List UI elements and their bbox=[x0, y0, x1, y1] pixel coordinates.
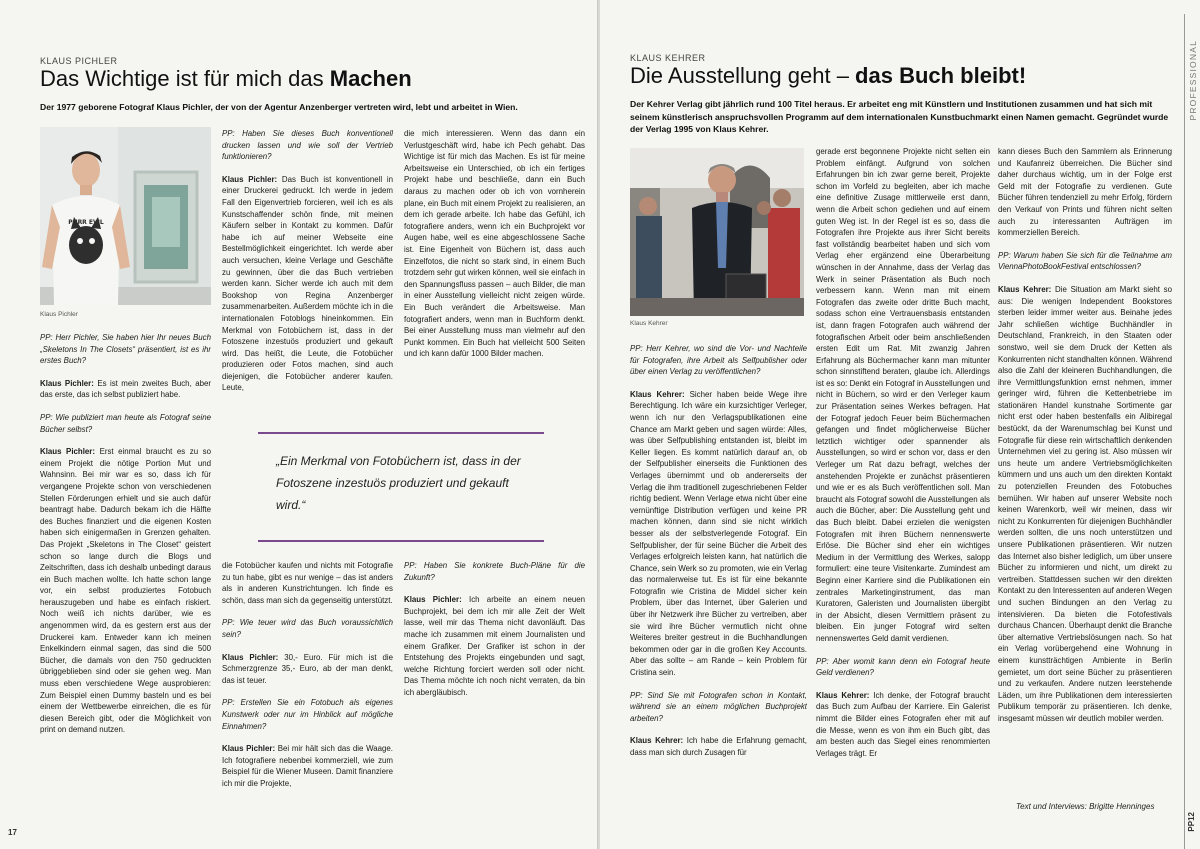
paragraph-text: PP: Erstellen Sie ein Fotobuch als eigenes Kunstwerk oder nur im Hinblick auf mögliche Einnahmen? bbox=[222, 698, 393, 731]
paragraph-text: Es ist mein zweites Buch, aber das erste, das ich selbst publiziert habe. bbox=[40, 378, 211, 400]
interview-answer bbox=[40, 378, 211, 401]
speaker-name: Klaus Pichler: bbox=[222, 174, 278, 184]
left-column-2-top bbox=[222, 128, 393, 406]
paragraph-text: PP: Sind Sie mit Fotografen schon in Kontakt, während sie an einem möglichen Buchprojekt arbeiten? bbox=[630, 690, 807, 723]
right-folio: PP12 bbox=[1187, 812, 1196, 832]
left-photo-caption: Klaus Pichler bbox=[40, 311, 78, 318]
speaker-name: Klaus Pichler: bbox=[40, 447, 95, 457]
left-headline bbox=[40, 66, 412, 92]
shirt-print: PURR EVIL bbox=[68, 219, 104, 226]
paragraph-text: PP: Wie teuer wird das Buch voraussichtlich sein? bbox=[222, 618, 393, 639]
left-column-3-top bbox=[404, 128, 585, 406]
interview-question bbox=[998, 250, 1172, 273]
interview-answer bbox=[222, 560, 393, 606]
interview-question bbox=[40, 412, 211, 435]
right-headline-bold: das Buch bleibt! bbox=[855, 63, 1027, 88]
interview-answer bbox=[998, 146, 1172, 239]
paragraph-text: Das Buch ist konventionell in einer Druckerei gedruckt. Ich werde in jedem Fall den Eigenvertrieb forcieren, weil ich es als Kunstschaffender schön finde, mit meinen Käufern selber in Kontakt zu kommen. Dafür habe ich auf meiner Webseite eine Bestellmöglichkeit eingerichtet. Ich werde aber auch versuchen, kleine Verlage und Geschäfte zu gewinnen, über die das Buch vertrieben werden kann. Sicher werde ich auch mit dem Bookshop von Regina Anzenberger zusammenarbeiten. Außerdem möchte ich in die internationalen Fotoblogs hineinkommen. Ein Merkmal von Fotobüchern ist, dass in der Fotoszene inzestuös produziert und gekauft wird. Das heißt, die Leute, die Fotobücher produzieren oder Fotos machen, sind auch diejenigen, die Fotobücher anderer kaufen. Leute, bbox=[222, 174, 393, 393]
speaker-name: Klaus Kehrer: bbox=[630, 389, 685, 399]
pullquote-rule-bottom bbox=[258, 540, 544, 542]
author-credit: Text und Interviews: Brigitte Henninges bbox=[1016, 802, 1155, 811]
interview-question bbox=[40, 332, 211, 367]
pullquote-rule-top bbox=[258, 432, 544, 434]
interview-answer bbox=[630, 389, 807, 679]
paragraph-text: Ich habe die Erfahrung gemacht, dass man sich durch Zusagen für bbox=[630, 736, 807, 757]
left-column-3-bottom bbox=[404, 560, 585, 820]
speaker-name: Klaus Kehrer: bbox=[630, 736, 684, 746]
paragraph-text: PP: Warum haben Sie sich für die Teilnahme am ViennaPhotoBookFestival entschlossen? bbox=[998, 250, 1172, 272]
right-column-1 bbox=[630, 343, 807, 813]
paragraph-text: Erst einmal braucht es zu so einem Projekt die nötige Portion Mut und Wahnsinn. Bei mir war es so, dass ich für vergangene Projekte schon von verschiedenen Stellen Förderungen erhielt und sie auch dafür beantragt habe. Dadurch bekam ich die Hälfte des Buches finanziert und die eigenen Kosten haben sich einigermaßen in Grenzen gehalten. Das Projekt „Skeletons in The Closet“ geistert schon so lange durch die Blogs und Zeitschriften, dass ich deshalb unbedingt daraus ein Buch machen wollte. Ich hatte schon lange vor, ein selbst produziertes Fotobuch herauszugeben und habe es einfach riskiert. Noch weiß ich nichts darüber, wie es angenommen wird, da es gestern erst aus der Druckerei kam. Entweder kann ich meinen Enkelkindern einmal sagen, das sind die 500 Bücher, die damals von den 750 gedruckten übriggeblieben sind oder sie gehen weg. Man muss eben verschiedene Wege ausprobieren: Zum Beispiel einen Dummy basteln und es bei einem der Wettbewerbe einreichen, die es für diesen Bereich gibt, oder die Möglichkeit von print on demand nutzen. bbox=[40, 447, 211, 735]
speaker-name: Klaus Pichler: bbox=[222, 744, 276, 754]
right-page bbox=[600, 0, 1200, 849]
paragraph-text: PP: Haben Sie dieses Buch konventionell drucken lassen und wie soll der Vertrieb funktionieren? bbox=[222, 129, 393, 162]
interview-question bbox=[222, 697, 393, 732]
sidebar-rule bbox=[1184, 14, 1185, 849]
interview-answer bbox=[404, 594, 585, 698]
paragraph-text: die Fotobücher kaufen und nichts mit Fotografie zu tun habe, gibt es nur wenige – das ist anders als in anderen Kunstrichtungen. Ich finde es schön, dass man sich da gegenseitig unterstützt. bbox=[222, 561, 393, 605]
interview-answer bbox=[222, 174, 393, 394]
interview-answer bbox=[816, 690, 990, 760]
paragraph-text: kann dieses Buch den Sammlern als Erinnerung und Kaufanreiz überreichen. Die Bücher sind daher durchaus wichtig, um in der Folge erst Geld mit der Fotografie zu verdienen. Gute Bücher führen tendenziell zu mehr Erfolg, fördern den Verkauf von Prints und führen nicht selten auch zu interessanten Aufträgen im kommerziellen Bereich. bbox=[998, 147, 1172, 238]
paragraph-text: Sicher haben beide Wege ihre Berechtigung. Ich wäre ein kurzsichtiger Verleger, wenn ich nur den Verlagspublikationen eine Chance am Markt geben und sagen würde: Alles, was über Selfpublishing entstanden ist, bleibt im Keller liegen. Es kommt natürlich darauf an, ob der Selfpublisher einerseits die Funktionen des Verlages übernimmt und ob andererseits der Verlag die ihm traditionell zugeschriebenen Felder richtig bedient. Wenn Verlage etwa nicht über eine vernünftige Distribution verfügen und keine PR machen können, dann sind sie nicht wirklich besser als der selbstverlegende Fotograf. Ein Selfpublisher, der für seine Bücher die Arbeit des Verlages erfolgreich leisten kann, hat natürlich die Chance, sein Werk so zu promoten, wie ein Verlag das normalerweise tut. Es ist für eine bekannte Fotografin wie Cristina de Middel sicher kein Problem, über das Internet, über Galerien und über ihr Netzwerk ihre Bücher zu vertreiben, aber sie wird ihre Bücher vermutlich nicht ohne Weiteres breiter gestreut in die Buchhandlungen bekommen oder gar in die großen Key Accounts. Aber das sollte – am Rande – kein Problem für Cristina sein. bbox=[630, 389, 807, 678]
paragraph-text: PP: Wie publiziert man heute als Fotograf seine Bücher selbst? bbox=[40, 412, 211, 434]
pichler-photo bbox=[40, 127, 211, 305]
right-lead: Der Kehrer Verlag gibt jährlich rund 100 Titel heraus. Er arbeitet eng mit Künstlern und Institutionen zusammen und hat sich mit seinem künstlerisch anspruchsvollen Programm auf dem internationalen Kunstbuchmarkt einen Namen gemacht. Gegründet wurde der Verlag 1995 von Klaus Kehrer. bbox=[630, 99, 1169, 134]
interview-answer bbox=[998, 284, 1172, 725]
paragraph-text: Bei mir hält sich das die Waage. Ich fotografiere nebenbei kommerziell, wie zum Beispiel für die Wiener Museen. Damit finanziere ich mir die Projekte, bbox=[222, 744, 393, 788]
right-headline-normal: Die Ausstellung geht – bbox=[630, 63, 856, 88]
interview-answer bbox=[816, 146, 990, 645]
right-column-2 bbox=[816, 146, 990, 818]
paragraph-text: PP: Aber womit kann denn ein Fotograf heute Geld verdienen? bbox=[816, 656, 990, 678]
interview-question bbox=[630, 343, 807, 378]
right-column-3 bbox=[998, 146, 1172, 796]
paragraph-text: PP: Herr Kehrer, wo sind die Vor- und Nachteile für Fotografen, ihre Arbeit als Selfpublisher oder über einen Verlag zu veröffentlichen? bbox=[630, 344, 807, 377]
left-headline-bold: Machen bbox=[329, 66, 412, 91]
paragraph-text: die mich interessieren. Wenn das dann ein Verlustgeschäft wird, habe ich Pech gehabt. Das Wichtige ist für mich das Machen. Es ist für meine Arbeitsweise ein Unterschied, ob ich ein fertiges Projekt habe und beschließe, dann ein Buch daraus zu machen oder ob ich von vornherein plane, ein Buch mit einem Projekt zu realisieren, an dem ich gerade arbeite. Ich habe das Gefühl, ich fotografiere anders, wenn ich ein Buchprojekt vor Augen habe, weil es eine abgeschlossene Sache ist. Eine Eigenheit von Büchern ist, dass auch Einzelfotos, die nicht so stark sind, in einem Buch trotzdem sehr gut wirken können, weil sie einfach in den Spannungsfluss passen – auch Bilder, die man in einer Ausstellung vielleicht nicht zeigen würde. Ein Buch verändert die Arbeitsweise. Man fotografiert anders, wenn man in Buchform denkt. Bei einer Ausstellung muss man vielmehr auf den Punkt kommen. Ein Buch hat vielleicht 500 Seiten und ich kann dafür 1000 Bilder machen. bbox=[404, 129, 585, 359]
left-column-2-bottom bbox=[222, 560, 393, 820]
paragraph-text: Ich arbeite an einem neuen Buchprojekt, bei dem ich mir alle Zeit der Welt lasse, weil mir das Thema nicht davonläuft. Das mache ich zusammen mit einem Journalisten und einem Grafiker. Der Grafiker ist schon in der Entstehung des Projekts eingebunden und sagt, welche Richtung forciert werden soll oder nicht. Das Thema möchte ich noch nicht verraten, da bin ich abergläubisch. bbox=[404, 595, 585, 697]
speaker-name: Klaus Kehrer: bbox=[998, 284, 1052, 294]
paragraph-text: Die Situation am Markt sieht so aus: Die wenigen Independent Bookstores sterben leider immer weiter aus. Beinahe jedes Jahr schließen wichtige Buchhändler in Deutschland, Frankreich, in den Staaten oder sonstwo, weil sie dem Druck der Ketten als Konkurrenten nicht standhalten können. Während also die Zahl der kleineren Buchhandlungen, die ihre Vermittlungsfunktion ernst nehmen, immer geringer wird, führen die Kettenbetriebe im stationären Handel kunstnahe Sortimente gar nicht erst oder haben bestenfalls ein Alibiregal bestückt, da der Warenumschlag bei Kunst und Fotografie für diese rein wirtschaftlich denkenden Unternehmen viel zu gering ist. Also müssen wir uns heute um andere Vertriebsmöglichkeiten kümmern und uns auch um den direkten Kontakt zu potenziellen Freunden des Fotobuches bemühen. Wir haben auf unserer Website noch keinen Warenkorb, weil wir meinen, dass wir nicht zu Konkurrenten für diejenigen Buchhändler werden sollten, die uns noch unterstützen und unsere Publikationen präsentieren. Wir nutzen das Internet also bisher lediglich, um über unsere Bücher zu informieren und nicht, um direkt zu vertreiben. Stattdessen suchen wir den direkten Kontakt zu den Interessenten auf anderen Wegen und suchen Bindungen an den Verlag zu intensivieren. Da bieten die Fotofestivals durchaus Chancen. Überhaupt denkt die Branche über alternative Vertriebslösungen nach. So hat ein Verlag vorübergehend eine Wohnung in einem kunstträchtigen Ambiente in Berlin gemietet, um dort seine Bücher zu präsentieren und zu verkaufen. Andere nutzen leerstehende Läden, um ihre Publikationen dem interessierten Publikum temporär zu präsentieren. Ich denke, insgesamt müssen wir deutlich mobiler werden. bbox=[998, 284, 1172, 723]
pullquote: „Ein Merkmal von Fotobüchern ist, dass in der Fotoszene inzestuös produziert und gekauft wird.“ bbox=[276, 454, 521, 512]
interview-question bbox=[630, 690, 807, 725]
interview-answer bbox=[222, 743, 393, 789]
speaker-name: Klaus Pichler: bbox=[40, 378, 94, 388]
interview-answer bbox=[404, 128, 585, 360]
section-label: PROFESSIONAL bbox=[1188, 40, 1198, 121]
paragraph-text: gerade erst begonnene Projekte nicht selten ein Problem einfängt. Aufgrund von solchen Erfahrungen bin ich zwar gerne bereit, Projekte schon im Vorfeld zu begleiten, aber ich mache eine definitive Zusage mittlerweile erst dann, wenn die Arbeit schon gediehen und auf einem guten Weg ist. In der Regel ist es so, dass die Fotografen ihre Projekte aus ihrer Sicht bereits fast vollständig bearbeitet haben und sich vom Verlag eher ergänzend eine Überarbeitung wünschen in der Annahme, dass der Verlag das Werk in seiner Präsentation als Buch noch verbessern kann. Wenn man mit einem Fotografen das zweite oder dritte Buch macht, sodass schon eine Vertrauensbasis entstanden ist, dann fragen Fotografen auch während der fotografischen Arbeit oder beim anschließenden ersten Edit um Rat. Mit zwanzig Jahren Erfahrung als Büchermacher kann man mitunter schon sinnstiftend beraten, glaube ich. Allerdings ist es so: Denkt ein Fotograf in Ausstellungen und nicht in Büchern, so wird er den Verleger kaum zur Präsentation seines Werkes befragen. Hat der Fotograf jedoch Feuer beim Büchermachen gefangen und findet möglicherweise Bücher letztlich wichtiger oder spannender als Ausstellungen, so wird er schon vor, dass er den Verleger um Rat dazu befragt, welches der anstehenden Projekte er zunächst präsentieren und wie er es als Buch veröffentlichen soll. Man braucht als Fotograf sowohl die Ausstellungen als auch die Bücher, aber: Die Ausstellung geht und das Buch bleibt. Dabei erzielen die wenigsten Fotografen mit ihren Büchern nennenswerte Erlöse. Die Bücher sind eher ein wichtiges Medium in der Vermittlung des Werkes, salopp formuliert: eine teure Visitenkarte. Zumindest am Beginn einer Karriere sind die Publikationen ein zentrales Marketinginstrument, das man Kuratoren, Galeristen und Journalisten übergibt in der Absicht, diesen Vermittlern präsent zu bleiben. Ein junger Fotograf wird selten nennenswertes Geld damit verdienen. bbox=[816, 147, 990, 643]
interview-answer bbox=[222, 652, 393, 687]
left-headline-normal: Das Wichtige ist für mich das bbox=[40, 66, 330, 91]
right-headline bbox=[630, 63, 1026, 89]
interview-question bbox=[222, 128, 393, 163]
kehrer-photo bbox=[630, 148, 804, 316]
speaker-name: Klaus Pichler: bbox=[222, 652, 279, 662]
interview-question bbox=[404, 560, 585, 583]
paragraph-text: 30,- Euro. Für mich ist die Schmerzgrenze 35,- Euro, ab der man denkt, das ist teuer. bbox=[222, 652, 393, 685]
speaker-name: Klaus Pichler: bbox=[404, 595, 462, 605]
interview-answer bbox=[630, 735, 807, 758]
interview-answer bbox=[40, 446, 211, 736]
interview-question bbox=[222, 617, 393, 640]
right-kicker: KLAUS KEHRER bbox=[630, 53, 706, 63]
left-page bbox=[0, 0, 598, 849]
interview-question bbox=[816, 656, 990, 679]
left-lead: Der 1977 geborene Fotograf Klaus Pichler, der von der Agentur Anzenberger vertreten wird, lebt und arbeitet in Wien. bbox=[40, 102, 518, 112]
paragraph-text: PP: Haben Sie konkrete Buch-Pläne für die Zukunft? bbox=[404, 561, 585, 582]
left-folio: 17 bbox=[8, 828, 17, 837]
right-photo-caption: Klaus Kehrer bbox=[630, 320, 668, 327]
left-column-1 bbox=[40, 332, 211, 800]
paragraph-text: PP: Herr Pichler, Sie haben hier Ihr neues Buch „Skeletons In The Closets“ präsentiert, ist es ihr erstes Buch? bbox=[40, 333, 211, 366]
speaker-name: Klaus Kehrer: bbox=[816, 690, 870, 700]
left-kicker: KLAUS PICHLER bbox=[40, 56, 118, 66]
paragraph-text: Ich denke, der Fotograf braucht das Buch zum Aufbau der Karriere. Ein Galerist nimmt die Bilder eines Fotografen eher mit auf die Messe, wenn es von ihm ein Buch gibt, das am besten auch das Siegel eines renommierten Verlages trägt. Er bbox=[816, 690, 990, 758]
